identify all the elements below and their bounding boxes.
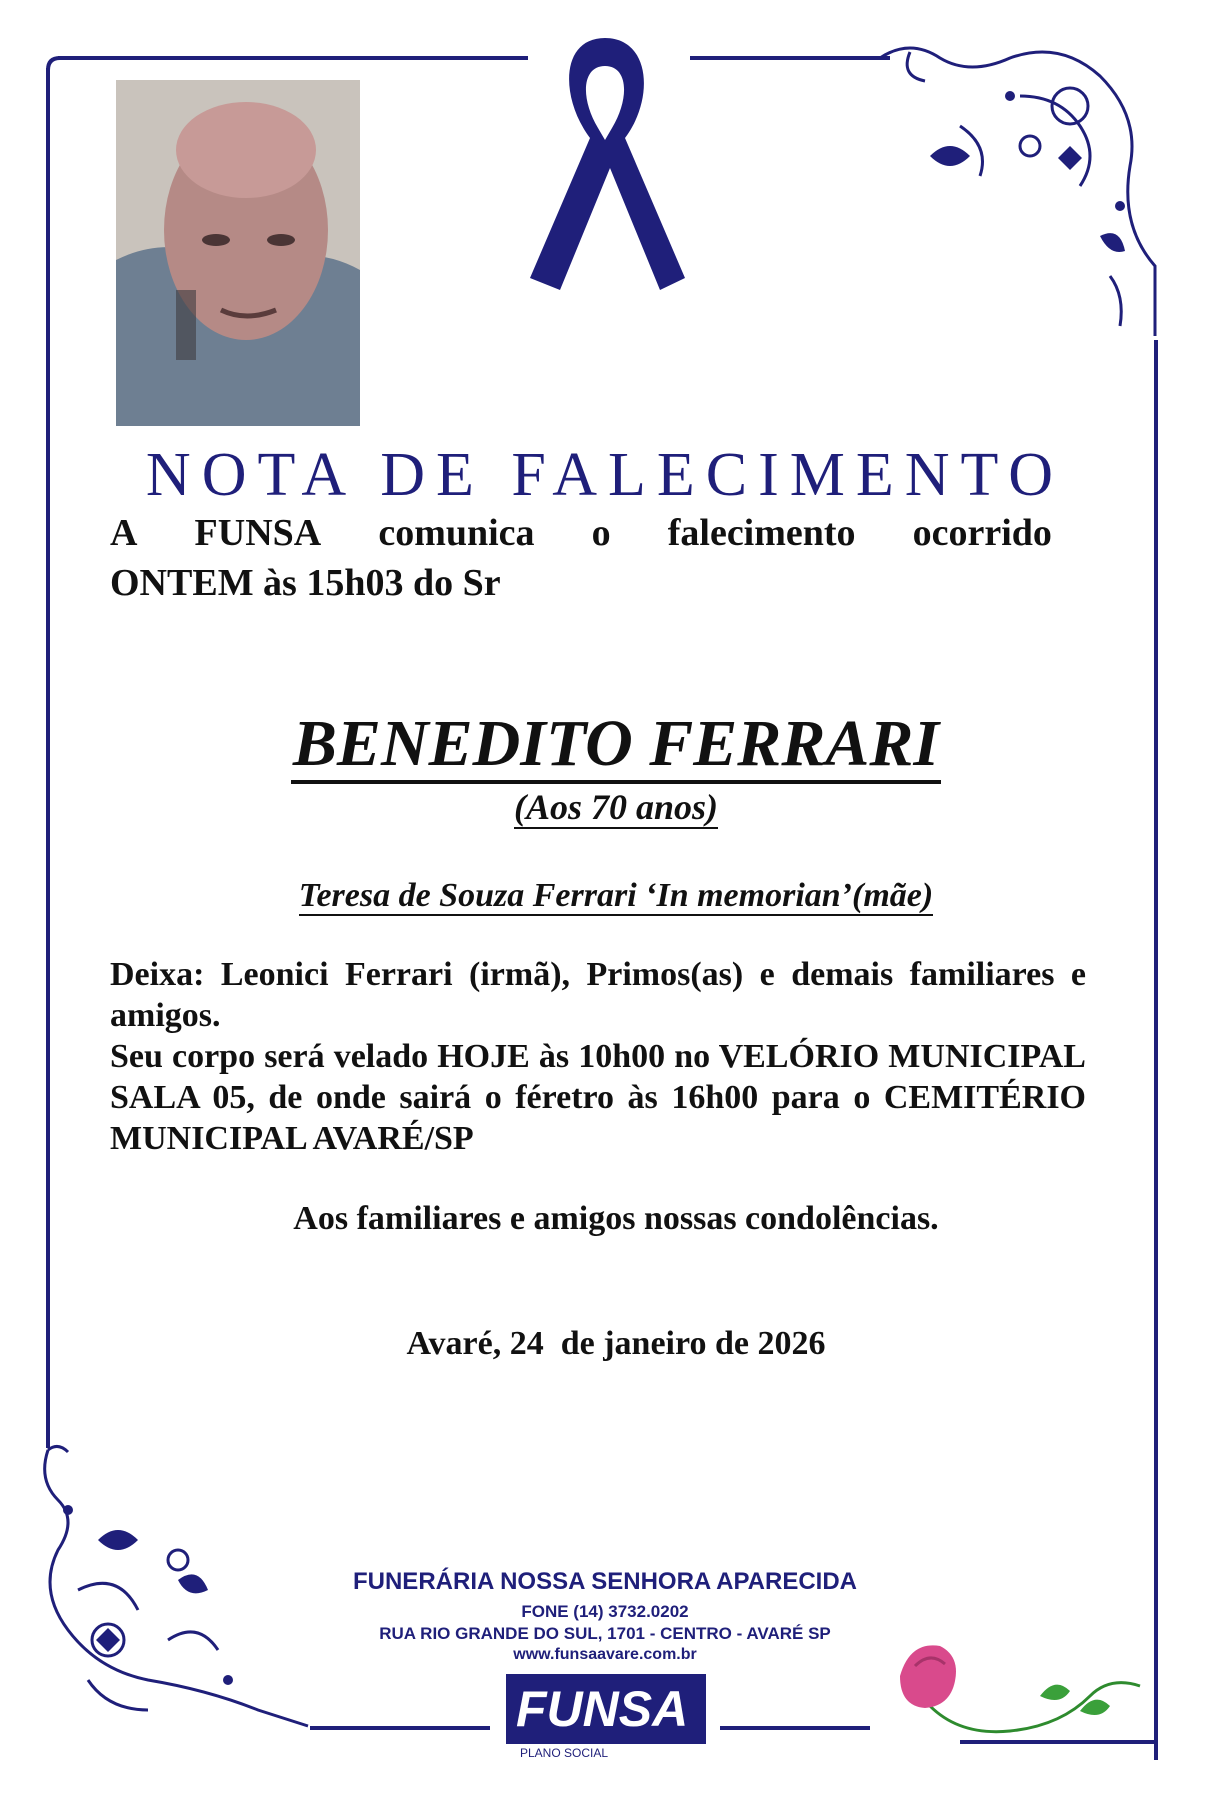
intro-line-2: ONTEM às 15h03 do Sr: [110, 562, 501, 604]
intro-word: o: [591, 512, 611, 554]
company-address: RUA RIO GRANDE DO SUL, 1701 - CENTRO - AVARÉ SP: [379, 1624, 831, 1643]
condolences-line: Aos familiares e amigos nossas condolências.: [293, 1200, 939, 1237]
intro-word: falecimento: [667, 512, 856, 554]
mourning-ribbon-icon: [520, 28, 690, 298]
intro-word: A: [110, 512, 138, 554]
company-website[interactable]: www.funsaavare.com.br: [513, 1646, 697, 1663]
logo-text: FUNSA: [506, 1674, 706, 1744]
date-line: Avaré, 24 de janeiro de 2026: [406, 1325, 826, 1362]
frame-right: [1154, 340, 1158, 1760]
intro-word: ocorrido: [912, 512, 1052, 554]
intro-word: FUNSA: [194, 512, 322, 554]
notice-body: [110, 954, 1086, 1159]
company-phone: FONE (14) 3732.0202: [521, 1602, 689, 1621]
frame-corner-top-left: [44, 54, 74, 84]
intro-paragraph: [110, 508, 1052, 608]
survivors-paragraph: Deixa: Leonici Ferrari (irmã), Primos(as) e demais familiares e amigos.: [110, 956, 1086, 1034]
frame-bottom-left: [310, 1726, 490, 1730]
funsa-logo: [506, 1674, 706, 1764]
funeral-home-footer: [300, 1568, 910, 1664]
logo-subtitle: PLANO SOCIAL: [520, 1746, 609, 1760]
intro-line-1: [110, 508, 1052, 558]
mother-line: Teresa de Souza Ferrari ‘In memorian’(mãe): [298, 877, 934, 914]
deceased-name: BENEDITO FERRARI: [0, 706, 1232, 782]
floral-ornament-top-right-icon: [870, 36, 1170, 346]
deceased-photo: [116, 80, 360, 426]
rose-ornament-icon: [890, 1636, 1150, 1746]
floral-ornament-bottom-left-icon: [28, 1440, 328, 1740]
company-name: FUNERÁRIA NOSSA SENHORA APARECIDA: [352, 1568, 858, 1595]
deceased-age: (Aos 70 anos): [513, 787, 719, 827]
intro-word: comunica: [378, 512, 535, 554]
wake-paragraph: Seu corpo será velado HOJE às 10h00 no VELÓRIO MUNICIPAL SALA 05, de onde sairá o féretro às 16h00 para o CEMITÉRIO MUNICIPAL AVARÉ/SP: [110, 1038, 1086, 1157]
frame-top-right: [690, 56, 890, 60]
page-title: NOTA DE FALECIMENTO: [145, 441, 1065, 509]
frame-top-left: [58, 56, 528, 60]
frame-bottom-mid: [720, 1726, 870, 1730]
